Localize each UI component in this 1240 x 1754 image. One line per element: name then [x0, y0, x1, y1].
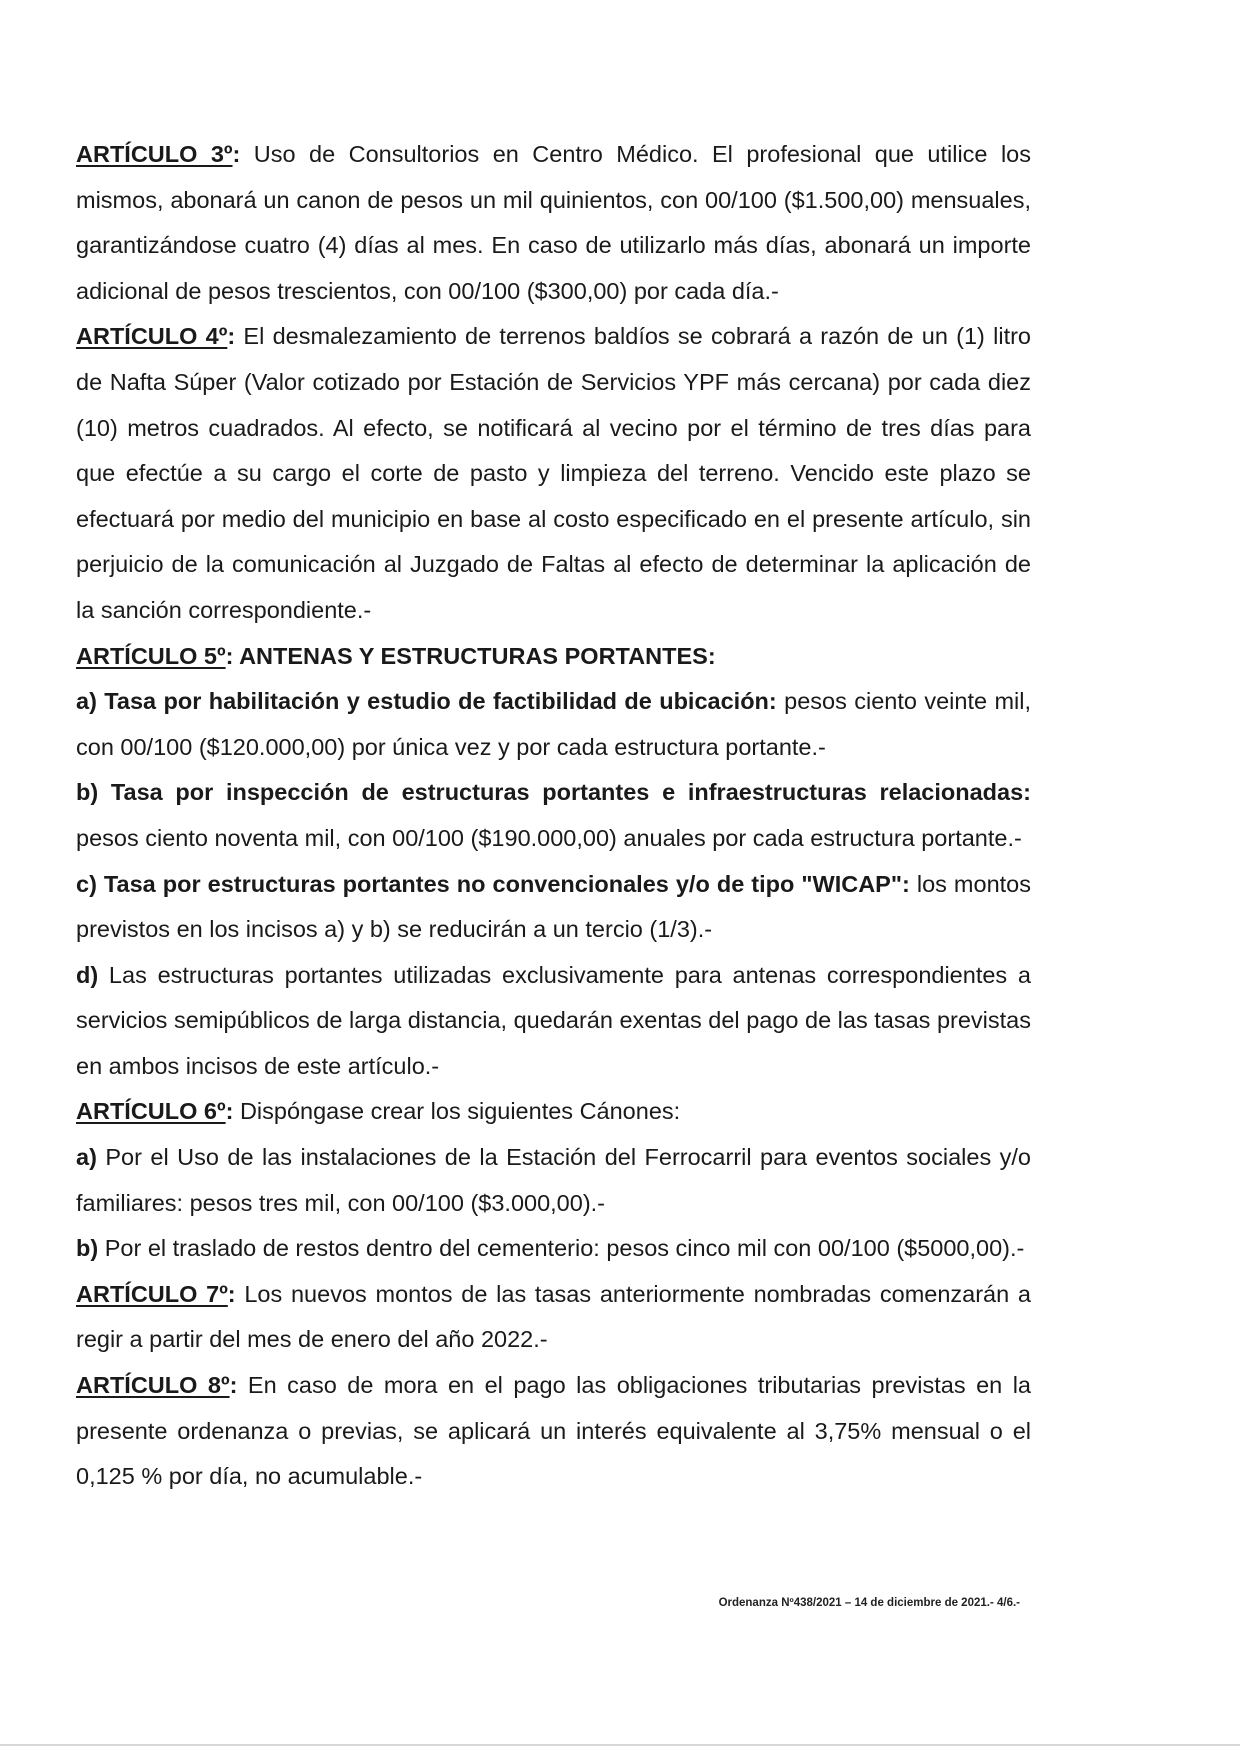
article-6: [76, 1089, 1031, 1135]
article-5-item-d-title: d): [76, 961, 99, 988]
article-7-text: Los nuevos montos de las tasas anteriormente nombradas comenzarán a regir a partir del mes de enero del año 2022.-: [76, 1280, 1031, 1353]
article-7-colon: :: [227, 1280, 236, 1307]
article-3-text: Uso de Consultorios en Centro Médico. El profesional que utilice los mismos, abonará un canon de pesos un mil quinientos, con 00/100 ($1.500,00) mensuales, garantizándose cuatro (4) días al mes. En caso de utilizarlo más días, abonará un importe adicional de pesos trescientos, con 00/100 ($300,00) por cada día.-: [76, 141, 1031, 304]
article-3-label: ARTÍCULO 3º: [76, 141, 233, 167]
article-4: [76, 314, 1031, 633]
article-7-label: ARTÍCULO 7º: [76, 1280, 228, 1307]
article-6-item-a: [76, 1135, 1031, 1226]
article-5-item-a-title: a) Tasa por habilitación y estudio de factibilidad de ubicación:: [76, 688, 777, 715]
page-footer: Ordenanza Nº438/2021 – 14 de diciembre de 2021.- 4/6.-: [718, 1597, 1020, 1609]
document-body: [76, 132, 1031, 1500]
article-5-item-b-title: b) Tasa por inspección de estructuras portantes e infraestructuras relacionadas:: [76, 779, 1031, 806]
article-5: [76, 634, 1031, 680]
article-3-colon: :: [232, 141, 241, 167]
article-5-item-c-text: los montos previstos en los incisos a) y b) se reducirán a un tercio (1/3).-: [76, 870, 1031, 943]
article-8-colon: :: [229, 1372, 238, 1399]
article-8-text: En caso de mora en el pago las obligaciones tributarias previstas en la presente ordenanza o previas, se aplicará un interés equivalente al 3,75% mensual o el 0,125 % por día, no acumulable.-: [76, 1372, 1031, 1490]
article-5-item-a-text: pesos ciento veinte mil, con 00/100 ($120.000,00) por única vez y por cada estructura portante.-: [76, 688, 1031, 760]
article-5-heading: : ANTENAS Y ESTRUCTURAS PORTANTES:: [225, 642, 716, 669]
article-6-text: Dispóngase crear los siguientes Cánones:: [233, 1098, 681, 1125]
article-6-item-b-title: b): [76, 1235, 99, 1262]
article-7: [76, 1272, 1031, 1363]
article-5-label: ARTÍCULO 5º: [76, 642, 226, 669]
article-5-item-b-text: pesos ciento noventa mil, con 00/100 ($190.000,00) anuales por cada estructura portante.-: [76, 824, 1022, 851]
article-4-label: ARTÍCULO 4º: [76, 323, 228, 350]
article-5-item-d-text: Las estructuras portantes utilizadas exclusivamente para antenas correspondientes a servicios semipúblicos de larga distancia, quedarán exentas del pago de las tasas previstas en ambos incisos de este artículo.-: [76, 961, 1031, 1079]
article-8: [76, 1363, 1031, 1500]
article-5-item-a: [76, 679, 1031, 770]
scan-edge-divider: [0, 1744, 1240, 1746]
article-5-item-c-title: c) Tasa por estructuras portantes no convencionales y/o de tipo "WICAP":: [76, 870, 910, 897]
article-6-item-b: [76, 1226, 1031, 1272]
article-3: [76, 132, 1031, 314]
article-4-colon: :: [227, 323, 236, 350]
article-5-item-d: [76, 953, 1031, 1090]
article-5-item-c: [76, 862, 1031, 953]
article-6-item-b-text: Por el traslado de restos dentro del cementerio: pesos cinco mil con 00/100 ($5000,00).-: [98, 1235, 1025, 1262]
article-6-label: ARTÍCULO 6º: [76, 1098, 226, 1125]
article-6-colon: :: [225, 1098, 234, 1125]
article-4-text: El desmalezamiento de terrenos baldíos se cobrará a razón de un (1) litro de Nafta Súper (Valor cotizado por Estación de Servicios YPF más cercana) por cada diez (10) metros cuadrados. Al efecto, se notificará al vecino por el término de tres días para que efectúe a su cargo el corte de pasto y limpieza del terreno. Vencido este plazo se efectuará por medio del municipio en base al costo especificado en el presente artículo, sin perjuicio de la comunicación al Juzgado de Faltas al efecto de determinar la aplicación de la sanción correspondiente.-: [76, 323, 1031, 623]
article-6-item-a-title: a): [76, 1144, 97, 1171]
article-5-item-b: [76, 770, 1031, 861]
article-6-item-a-text: Por el Uso de las instalaciones de la Estación del Ferrocarril para eventos sociales y/o familiares: pesos tres mil, con 00/100 ($3.000,00).-: [76, 1144, 1031, 1216]
article-8-label: ARTÍCULO 8º: [76, 1372, 230, 1399]
